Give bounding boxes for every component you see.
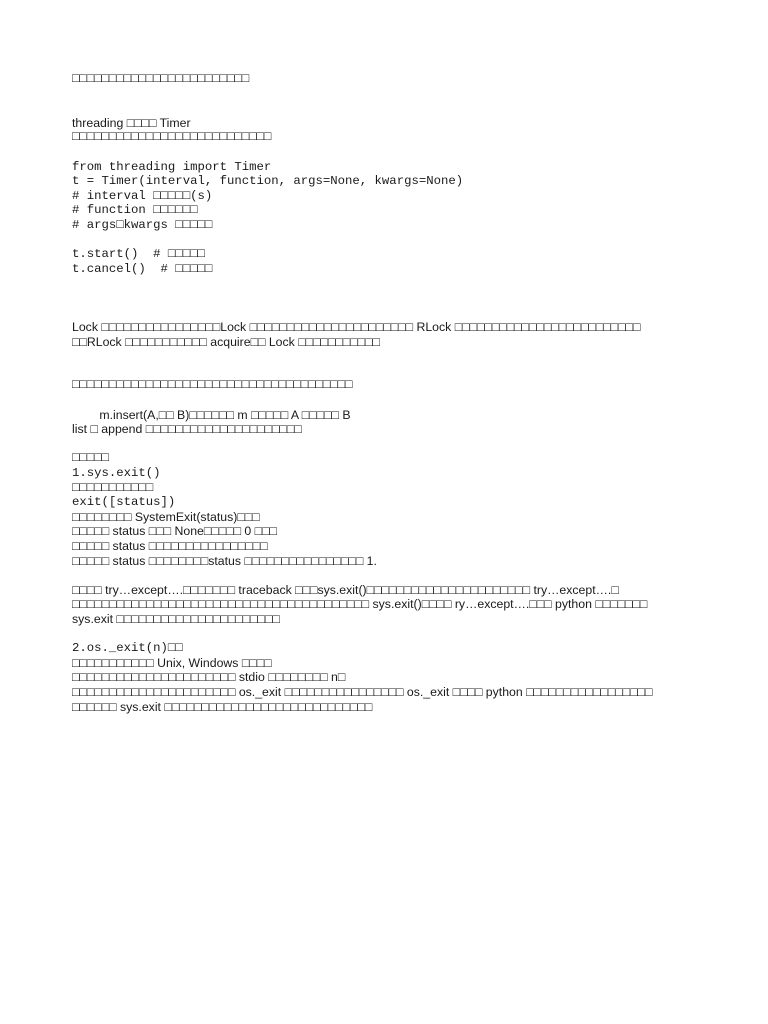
text-line: □□□□□□□□□□□□□□□□□□□□□□□□ bbox=[72, 72, 250, 86]
code-line: t = Timer(interval, function, args=None, kwargs=None) bbox=[72, 174, 464, 189]
spacer bbox=[72, 276, 702, 320]
spacer bbox=[72, 145, 702, 160]
text-line: □□□□□ status □□□ None□□□□□ 0 □□□ bbox=[72, 524, 277, 539]
document-body bbox=[72, 72, 702, 714]
text-line: sys.exit □□□□□□□□□□□□□□□□□□□□□□ bbox=[72, 611, 280, 626]
code-line: # args□kwargs □□□□□ bbox=[72, 217, 213, 232]
text-line: 2.os._exit(n)□□ bbox=[72, 641, 183, 656]
code-line: # function □□□□□□ bbox=[72, 203, 198, 218]
code-line: from threading import Timer bbox=[72, 159, 272, 174]
text-line: exit([status]) bbox=[72, 495, 176, 510]
text-line: □□□□□□□□□□□□□□□□□□□□□□□□□□□ bbox=[72, 130, 272, 145]
code-line: # interval □□□□□(s) bbox=[72, 188, 213, 203]
code-line: t.cancel() # □□□□□ bbox=[72, 261, 213, 276]
text-line: Lock □□□□□□□□□□□□□□□□Lock □□□□□□□□□□□□□□□□□□□□□□ RLock □□□□□□□□□□□□□□□□□□□□□□□□□ bbox=[72, 320, 641, 335]
text-line: □□□□□ status □□□□□□□□status □□□□□□□□□□□□□□□□ 1. bbox=[72, 553, 377, 568]
spacer bbox=[72, 437, 702, 452]
text-line: □□□□□□ sys.exit □□□□□□□□□□□□□□□□□□□□□□□□□□□□ bbox=[72, 699, 373, 714]
text-line: □□□□□ bbox=[72, 451, 109, 466]
spacer bbox=[72, 627, 702, 642]
text-line: □□□□□□□□□□□□□□□□□□□□□□□□□□□□□□□□□□□□□□□□ sys.exit()□□□□ ry…except….□□□ python □□□□□□□ bbox=[72, 597, 648, 612]
text-line: □□□□□□□□□□□ bbox=[72, 480, 154, 495]
spacer bbox=[72, 349, 702, 378]
text-line: 1.sys.exit() bbox=[72, 466, 161, 481]
spacer bbox=[72, 393, 702, 408]
text-line: □□RLock □□□□□□□□□□□ acquire□□ Lock □□□□□□□□□□□ bbox=[72, 334, 380, 349]
spacer bbox=[72, 233, 702, 248]
text-line: m.insert(A,□□ B)□□□□□□ m □□□□□ A □□□□□ B bbox=[72, 407, 351, 422]
code-line: t.start() # □□□□□ bbox=[72, 247, 205, 262]
text-line: threading □□□□ Timer bbox=[72, 115, 191, 130]
text-line: list □ append □□□□□□□□□□□□□□□□□□□□□ bbox=[72, 422, 302, 437]
text-line: □□□□□□□□□□□□□□□□□□□□□□ os._exit □□□□□□□□□□□□□□□□ os._exit □□□□ python □□□□□□□□□□□□□□□□□ bbox=[72, 684, 653, 699]
spacer bbox=[72, 87, 702, 116]
text-line: □□□□ try…except….□□□□□□□ traceback □□□sys.exit()□□□□□□□□□□□□□□□□□□□□□□ try…except….□ bbox=[72, 582, 619, 597]
text-line: □□□□□□□□□□□□□□□□□□□□□□□□□□□□□□□□□□□□□□ bbox=[72, 378, 353, 393]
spacer bbox=[72, 568, 702, 583]
text-line: □□□□□ status □□□□□□□□□□□□□□□□ bbox=[72, 539, 268, 554]
text-line: □□□□□□□□□□□ Unix, Windows □□□□ bbox=[72, 655, 272, 670]
text-line: □□□□□□□□ SystemExit(status)□□□ bbox=[72, 509, 260, 524]
text-line: □□□□□□□□□□□□□□□□□□□□□□ stdio □□□□□□□□ n□ bbox=[72, 670, 346, 685]
